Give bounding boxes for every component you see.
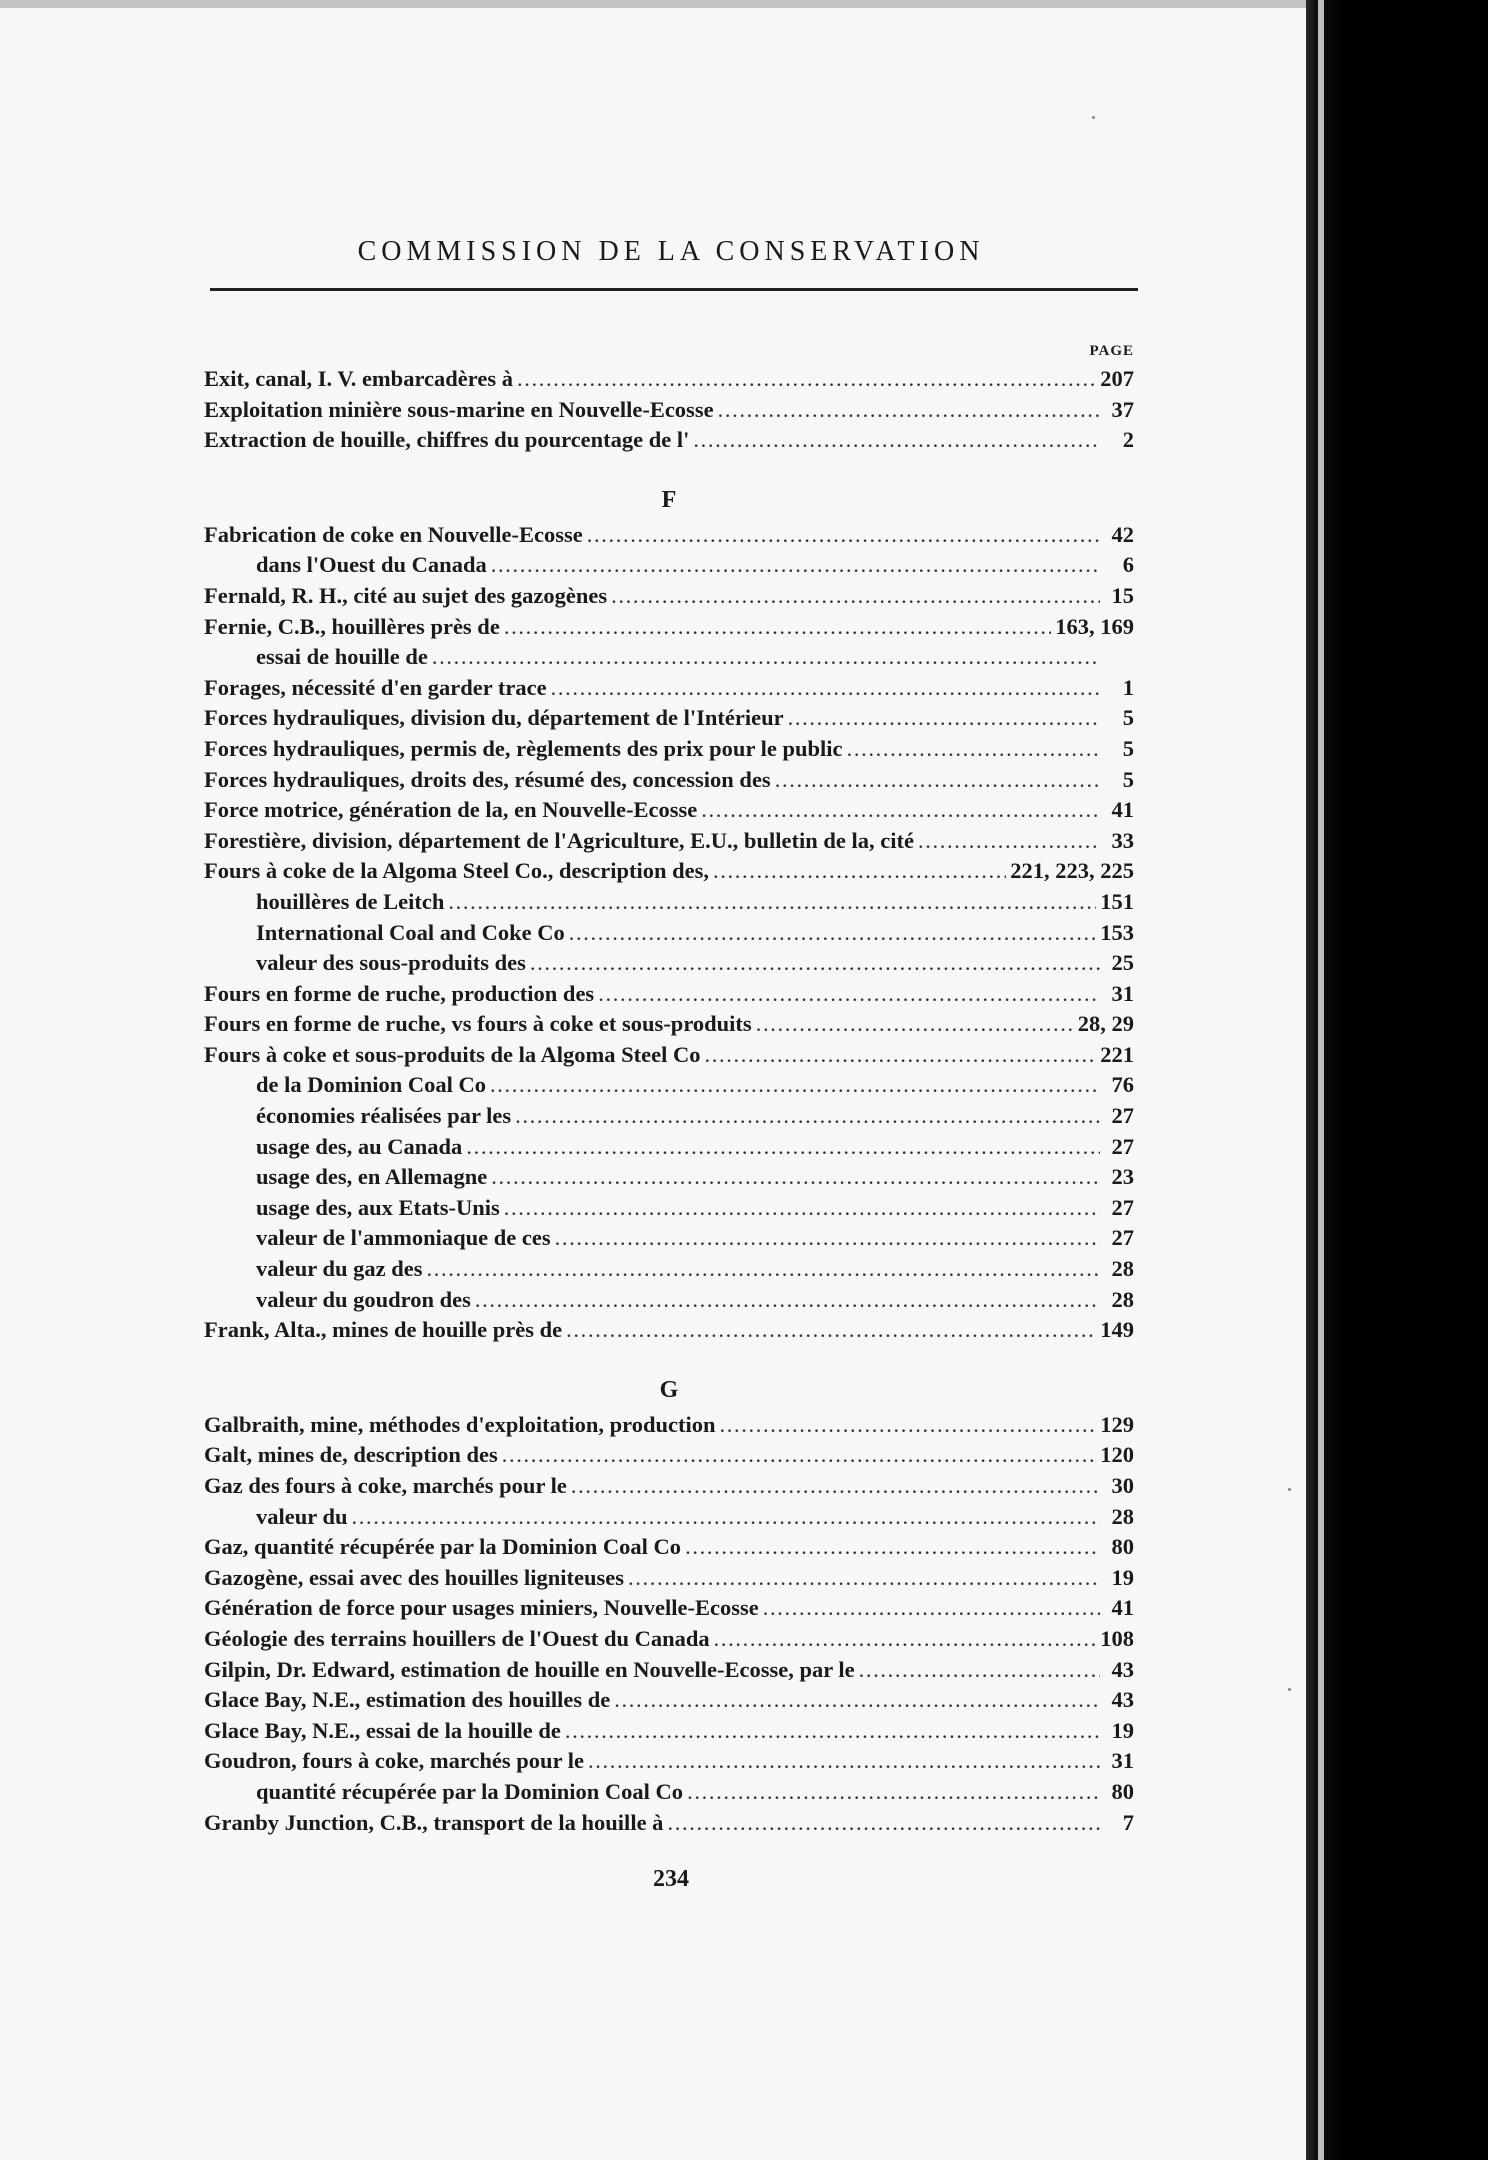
entry-page-ref: 28: [1111, 1286, 1134, 1312]
entry-text: Glace Bay, N.E., estimation des houilles de: [204, 1687, 611, 1713]
entry-text: Forces hydrauliques, permis de, règlements des prix pour le public: [204, 735, 843, 761]
dot-leader: [448, 887, 1096, 918]
page-edge: [1318, 0, 1324, 2160]
entry-text: Gaz des fours à coke, marchés pour le: [204, 1473, 567, 1498]
entry-text: Fours en forme de ruche, production des: [204, 980, 595, 1006]
dot-leader: [569, 918, 1096, 949]
entry-text: International Coal and Coke Co: [256, 919, 565, 945]
dot-leader: [714, 1624, 1097, 1655]
dot-leader: [598, 979, 1100, 1010]
entry-page-ref: 19: [1111, 1717, 1134, 1743]
index-entry: [204, 364, 1134, 395]
entry-text: essai de houille de: [256, 644, 428, 670]
entry-page-ref: 7: [1122, 1809, 1134, 1835]
entry-page-ref: 23: [1111, 1164, 1134, 1190]
index-entry: [204, 1009, 1134, 1040]
entry-page-ref: 221: [1100, 1041, 1134, 1067]
dot-leader: [351, 1502, 1100, 1533]
entry-page-ref: 1: [1122, 674, 1134, 700]
dot-leader: [720, 1410, 1097, 1441]
index-entry: [204, 1532, 1134, 1563]
dot-leader: [571, 1471, 1100, 1502]
dot-leader: [504, 1193, 1100, 1224]
dot-leader: [530, 948, 1100, 979]
index-entry: [204, 1746, 1134, 1777]
entry-page-ref: 37: [1111, 396, 1134, 422]
entry-text: Frank, Alta., mines de houille près de: [204, 1317, 563, 1343]
dot-leader: [685, 1532, 1100, 1563]
entry-text: Forces hydrauliques, droits des, résumé des, concession des: [204, 766, 771, 792]
entry-page-ref: 28: [1111, 1256, 1134, 1282]
entry-page-ref: 42: [1111, 521, 1134, 547]
entry-page-ref: 43: [1111, 1656, 1134, 1682]
index-entry: [204, 1440, 1134, 1471]
index-content: [204, 338, 1134, 1838]
entry-text: Gaz, quantité récupérée par la Dominion Coal Co: [204, 1534, 682, 1560]
entry-page-ref: 27: [1111, 1133, 1134, 1159]
entry-text: usage des, en Allemagne: [256, 1164, 488, 1190]
index-entry: [204, 703, 1134, 734]
dot-leader: [555, 1223, 1100, 1254]
entry-page-ref: 31: [1111, 1748, 1134, 1774]
index-subentry: [204, 550, 1134, 581]
entry-text: Fours à coke et sous-produits de la Algoma Steel Co: [204, 1041, 701, 1067]
index-subentry: [204, 1101, 1134, 1132]
entry-page-ref: 151: [1100, 888, 1134, 914]
dot-leader: [475, 1285, 1100, 1316]
entry-page-ref: 129: [1100, 1411, 1134, 1437]
entry-page-ref: 15: [1111, 582, 1134, 608]
dot-leader: [566, 1315, 1096, 1346]
dot-leader: [918, 826, 1100, 857]
index-subentry: [204, 1502, 1134, 1533]
entry-page-ref: 149: [1100, 1317, 1134, 1343]
index-subentry: [204, 1777, 1134, 1808]
entry-text: quantité récupérée par la Dominion Coal Co: [256, 1778, 684, 1804]
entry-text: Fabrication de coke en Nouvelle-Ecosse: [204, 521, 583, 547]
entry-text: houillères de Leitch: [256, 888, 445, 914]
index-entry: [204, 673, 1134, 704]
index-entry: [204, 1655, 1134, 1686]
entry-page-ref: 5: [1122, 735, 1134, 761]
index-subentry: [204, 887, 1134, 918]
entry-text: Fours en forme de ruche, vs fours à coke et sous-produits: [204, 1011, 752, 1037]
dot-leader: [701, 795, 1100, 826]
page-column-header: PAGE: [1089, 343, 1134, 359]
entry-page-ref: 19: [1111, 1564, 1134, 1590]
entry-page-ref: 28: [1111, 1503, 1134, 1529]
entry-page-ref: 80: [1111, 1778, 1134, 1804]
index-entry: [204, 826, 1134, 857]
index-entry: [204, 1624, 1134, 1655]
index-subentry: [204, 1193, 1134, 1224]
entry-page-ref: 41: [1111, 797, 1134, 823]
dot-leader: [517, 364, 1096, 395]
entry-page-ref: 221, 223, 225: [1010, 858, 1134, 884]
entry-text: Forestière, division, département de l'Agriculture, E.U., bulletin de la, cité: [204, 827, 914, 853]
entry-text: Glace Bay, N.E., essai de la houille de: [204, 1717, 561, 1743]
dot-leader: [466, 1132, 1100, 1163]
entry-text: Gazogène, essai avec des houilles ligniteuses: [204, 1564, 624, 1590]
dot-leader: [504, 612, 1051, 643]
index-subentry: [204, 1223, 1134, 1254]
entry-text: Galt, mines de, description des: [204, 1442, 498, 1468]
dot-leader: [687, 1777, 1100, 1808]
dot-leader: [847, 734, 1100, 765]
scan-top-band: [0, 0, 1488, 8]
index-entry: [204, 1593, 1134, 1624]
dot-leader: [614, 1685, 1100, 1716]
dot-leader: [667, 1808, 1100, 1839]
scan-speck: [1288, 1488, 1291, 1491]
index-entry: [204, 765, 1134, 796]
entry-page-ref: 31: [1111, 980, 1134, 1006]
entry-page-ref: 2: [1122, 427, 1134, 453]
index-subentry: [204, 1070, 1134, 1101]
entry-page-ref: 25: [1111, 950, 1134, 976]
index-entry: [204, 1410, 1134, 1441]
index-entry: [204, 425, 1134, 456]
entry-text: Gilpin, Dr. Edward, estimation de houille en Nouvelle-Ecosse, par le: [204, 1656, 855, 1682]
section-letter: F: [661, 486, 677, 513]
index-entry: [204, 1040, 1134, 1071]
index-subentry: [204, 642, 1134, 673]
entry-text: Génération de force pour usages miniers, Nouvelle-Ecosse: [204, 1595, 759, 1621]
dot-leader: [704, 1040, 1096, 1071]
entry-page-ref: 207: [1100, 366, 1134, 391]
dot-leader: [491, 550, 1100, 581]
entry-text: économies réalisées par les: [256, 1103, 512, 1129]
dot-leader: [565, 1716, 1100, 1747]
entry-text: Forces hydrauliques, division du, département de l'Intérieur: [204, 705, 784, 731]
index-entry: [204, 979, 1134, 1010]
dot-leader: [588, 1746, 1100, 1777]
index-entry: [204, 581, 1134, 612]
index-subentry: [204, 1254, 1134, 1285]
index-entry: [204, 856, 1134, 887]
entry-page-ref: 43: [1111, 1687, 1134, 1713]
index-entry: [204, 1471, 1134, 1502]
entry-page-ref: 120: [1100, 1442, 1134, 1468]
entry-text: valeur de l'ammoniaque de ces: [256, 1225, 551, 1251]
entry-text: Granby Junction, C.B., transport de la houille à: [204, 1809, 664, 1835]
index-entry: [204, 795, 1134, 826]
entry-text: de la Dominion Coal Co: [256, 1072, 487, 1098]
running-header: COMMISSION DE LA CONSERVATION: [357, 236, 985, 267]
entry-page-ref: 6: [1122, 552, 1134, 578]
dot-leader: [491, 1162, 1100, 1193]
entry-text: Fours à coke de la Algoma Steel Co., description des,: [204, 858, 709, 884]
entry-text: valeur du gaz des: [256, 1256, 423, 1282]
entry-text: Goudron, fours à coke, marchés pour le: [204, 1748, 585, 1774]
entry-text: Exploitation minière sous-marine en Nouvelle-Ecosse: [204, 396, 714, 422]
entry-text: Galbraith, mine, méthodes d'exploitation, production: [204, 1411, 716, 1437]
entry-text: Fernie, C.B., houillères près de: [204, 613, 500, 639]
entry-text: valeur des sous-produits des: [256, 950, 526, 976]
dot-leader: [426, 1254, 1100, 1285]
index-entry: [204, 1808, 1134, 1839]
index-subentry: [204, 918, 1134, 949]
dot-leader: [718, 395, 1100, 426]
index-entry: [204, 520, 1134, 551]
dot-leader: [788, 703, 1100, 734]
index-entry: [204, 734, 1134, 765]
entry-page-ref: 5: [1122, 705, 1134, 731]
entry-page-ref: 163, 169: [1055, 613, 1134, 639]
index-entry: [204, 612, 1134, 643]
index-subentry: [204, 1285, 1134, 1316]
dot-leader: [859, 1655, 1100, 1686]
dot-leader: [611, 581, 1100, 612]
entry-page-ref: 76: [1111, 1072, 1134, 1098]
dot-leader: [763, 1593, 1100, 1624]
entry-page-ref: 28, 29: [1077, 1011, 1134, 1037]
index-entry: [204, 395, 1134, 426]
entry-page-ref: 27: [1111, 1103, 1134, 1129]
entry-text: usage des, au Canada: [256, 1133, 463, 1159]
dot-leader: [756, 1009, 1074, 1040]
dot-leader: [432, 642, 1100, 673]
dot-leader: [628, 1563, 1100, 1594]
dot-leader: [713, 856, 1006, 887]
scan-speck: [1288, 1688, 1291, 1691]
index-subentry: [204, 948, 1134, 979]
scan-speck: [1092, 116, 1095, 119]
entry-page-ref: 153: [1100, 919, 1134, 945]
index-entry: [204, 1716, 1134, 1747]
dot-leader: [515, 1101, 1100, 1132]
entry-page-ref: 41: [1111, 1595, 1134, 1621]
index-subentry: [204, 1132, 1134, 1163]
entry-text: usage des, aux Etats-Unis: [256, 1194, 500, 1220]
book-spine-shadow: [1306, 0, 1488, 2160]
entry-text: Force motrice, génération de la, en Nouvelle-Ecosse: [204, 797, 698, 823]
index-subentry: [204, 1162, 1134, 1193]
entry-text: Géologie des terrains houillers de l'Ouest du Canada: [204, 1625, 710, 1651]
section-letter: G: [659, 1376, 679, 1403]
entry-page-ref: 108: [1100, 1625, 1134, 1651]
entry-page-ref: 80: [1111, 1534, 1134, 1560]
entry-text: valeur du goudron des: [256, 1286, 471, 1312]
book-page: [0, 8, 1306, 2160]
dot-leader: [693, 425, 1100, 456]
entry-text: dans l'Ouest du Canada: [256, 552, 487, 578]
entry-page-ref: 30: [1111, 1473, 1134, 1498]
dot-leader: [551, 673, 1100, 704]
entry-text: Exit, canal, I. V. embarcadères à: [204, 366, 513, 391]
entry-page-ref: 5: [1122, 766, 1134, 792]
index-entry: [204, 1563, 1134, 1594]
header-rule: [210, 288, 1138, 291]
dot-leader: [775, 765, 1100, 796]
entry-page-ref: 33: [1111, 827, 1134, 853]
index-entry: [204, 1685, 1134, 1716]
entry-text: Extraction de houille, chiffres du pourcentage de l': [204, 427, 690, 453]
entry-text: Fernald, R. H., cité au sujet des gazogènes: [204, 582, 608, 608]
page-number: 234: [653, 1866, 689, 1892]
index-entry: [204, 1315, 1134, 1346]
entry-page-ref: 27: [1111, 1225, 1134, 1251]
dot-leader: [490, 1070, 1100, 1101]
entry-text: valeur du: [256, 1503, 348, 1529]
dot-leader: [502, 1440, 1096, 1471]
entry-page-ref: 27: [1111, 1194, 1134, 1220]
dot-leader: [587, 520, 1100, 551]
entry-text: Forages, nécessité d'en garder trace: [204, 674, 547, 700]
